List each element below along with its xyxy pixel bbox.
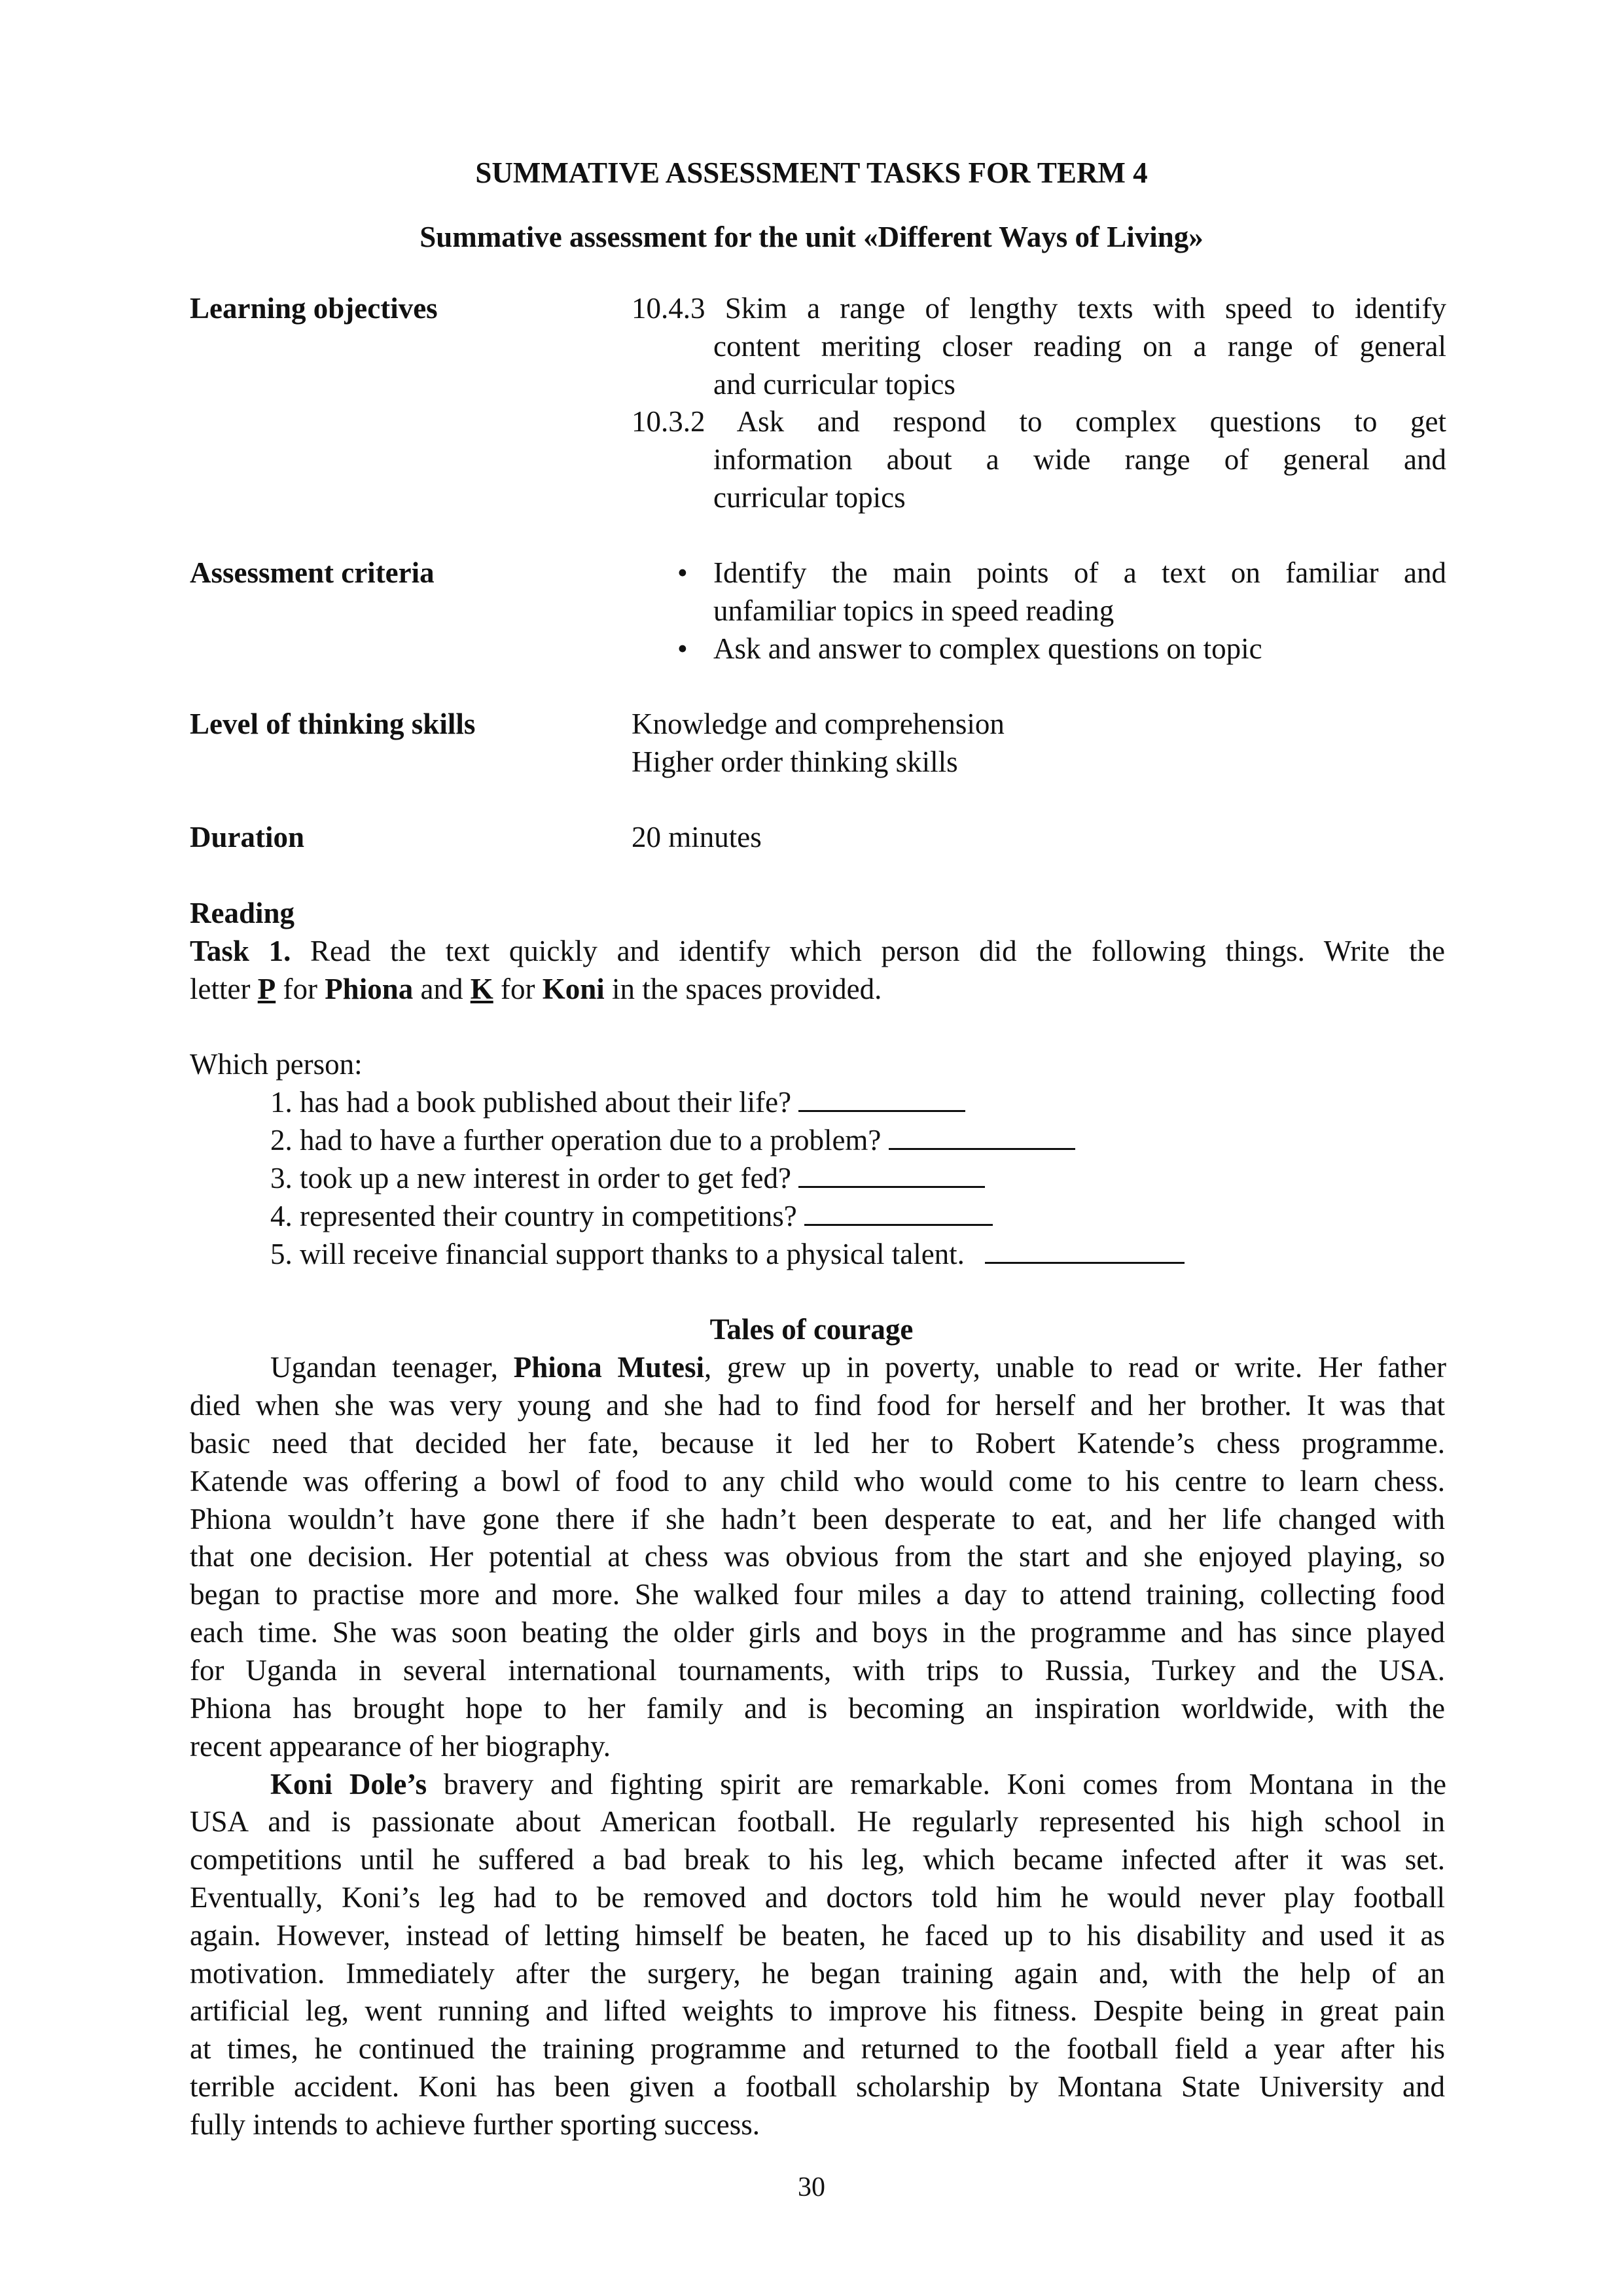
question-2: 2. had to have a further operation due to a problem? xyxy=(270,1123,1075,1157)
criterion-1-line-2: unfamiliar topics in speed reading xyxy=(713,594,1115,627)
question-1: 1. has had a book published about their life? xyxy=(270,1085,965,1119)
story-p2-line: competitions until he suffered a bad break to his leg, which became infected after it was set. xyxy=(190,1843,1445,1876)
objective-1-line-1: 10.4.3 Skim a range of lengthy texts with speed to identify xyxy=(632,292,1446,325)
bullet-icon: • xyxy=(677,632,688,665)
assessment-criteria-label: Assessment criteria xyxy=(190,556,435,589)
thinking-skills-label: Level of thinking skills xyxy=(190,708,476,740)
which-person-label: Which person: xyxy=(190,1048,363,1081)
story-p2-line: Eventually, Koni’s leg had to be removed and doctors told him he would never play football xyxy=(190,1881,1445,1914)
question-3: 3. took up a new interest in order to get fed? xyxy=(270,1161,985,1195)
objective-1-line-2: content meriting closer reading on a range of general xyxy=(713,330,1446,363)
thinking-skill-2: Higher order thinking skills xyxy=(632,745,958,778)
story-p1-line: recent appearance of her biography. xyxy=(190,1730,611,1763)
story-p2-line: terrible accident. Koni has been given a football scholarship by Montana State University and xyxy=(190,2070,1445,2103)
unit-subtitle: Summative assessment for the unit «Different Ways of Living» xyxy=(419,221,1204,253)
objective-1-line-3: and curricular topics xyxy=(713,368,955,401)
page-number: 30 xyxy=(798,2172,825,2202)
story-p1-line-1: Ugandan teenager, Phiona Mutesi, grew up in poverty, unable to read or write. Her father xyxy=(270,1351,1446,1384)
story-p2-line: motivation. Immediately after the surgery, he began training again and, with the help of an xyxy=(190,1957,1445,1990)
story-p2-line: at times, he continued the training programme and returned to the football field a year after his xyxy=(190,2032,1445,2065)
letter-k: K xyxy=(470,973,493,1005)
story-p2-line: fully intends to achieve further sporting success. xyxy=(190,2108,760,2141)
story-p2-line: artificial leg, went running and lifted weights to improve his fitness. Despite being in great pain xyxy=(190,1994,1445,2027)
question-5: 5. will receive financial support thanks to a physical talent. xyxy=(270,1237,1185,1271)
story-p1-line: died when she was very young and she had to find food for herself and her brother. It was that xyxy=(190,1389,1445,1422)
objective-2-line-3: curricular topics xyxy=(713,481,906,514)
name-phiona: Phiona xyxy=(325,973,414,1005)
bullet-icon: • xyxy=(677,556,688,589)
story-p1-line: basic need that decided her fate, because it led her to Robert Katende’s chess programme. xyxy=(190,1427,1445,1460)
duration-label: Duration xyxy=(190,821,305,853)
task-instruction-line-1: Task 1. Read the text quickly and identify which person did the following things. Write the xyxy=(190,935,1445,967)
task-instruction-line-2: letter P for Phiona and K for Koni in the spaces provided. xyxy=(190,973,882,1005)
story-p1-line: began to practise more and more. She walked four miles a day to attend training, collecting food xyxy=(190,1578,1445,1611)
story-p2-line: again. However, instead of letting himself be beaten, he faced up to his disability and used it as xyxy=(190,1919,1445,1952)
name-koni: Koni xyxy=(542,973,605,1005)
answer-blank-5[interactable] xyxy=(985,1238,1185,1264)
name-phiona-mutesi: Phiona Mutesi xyxy=(513,1351,704,1384)
answer-blank-1[interactable] xyxy=(798,1086,965,1112)
reading-heading: Reading xyxy=(190,897,295,929)
criterion-2-line-1: Ask and answer to complex questions on topic xyxy=(713,632,1262,665)
story-p1-line: Phiona wouldn’t have gone there if she hadn’t been desperate to eat, and her life changed with xyxy=(190,1503,1445,1535)
story-p2-line: USA and is passionate about American football. He regularly represented his high school in xyxy=(190,1805,1445,1838)
learning-objectives-label: Learning objectives xyxy=(190,292,438,325)
story-p1-line: each time. She was soon beating the older girls and boys in the programme and has since played xyxy=(190,1616,1445,1649)
story-p1-line: Phiona has brought hope to her family and is becoming an inspiration worldwide, with the xyxy=(190,1692,1445,1725)
letter-p: P xyxy=(257,973,276,1005)
name-koni-dole: Koni Dole’s xyxy=(270,1768,427,1801)
objective-2-line-2: information about a wide range of general and xyxy=(713,443,1446,476)
answer-blank-3[interactable] xyxy=(798,1162,985,1188)
task-label: Task 1. xyxy=(190,935,291,967)
objective-2-line-1: 10.3.2 Ask and respond to complex questions to get xyxy=(632,405,1446,438)
story-p1-line: for Uganda in several international tournaments, with trips to Russia, Turkey and the USA. xyxy=(190,1654,1445,1687)
answer-blank-2[interactable] xyxy=(889,1124,1075,1150)
question-4: 4. represented their country in competitions? xyxy=(270,1199,993,1233)
thinking-skill-1: Knowledge and comprehension xyxy=(632,708,1005,740)
story-p1-line: Katende was offering a bowl of food to any child who would come to his centre to learn chess. xyxy=(190,1465,1445,1498)
story-p1-line: that one decision. Her potential at chess was obvious from the start and she enjoyed playing, so xyxy=(190,1540,1445,1573)
answer-blank-4[interactable] xyxy=(804,1200,993,1226)
story-p2-line-1: Koni Dole’s bravery and fighting spirit are remarkable. Koni comes from Montana in the xyxy=(270,1768,1446,1801)
duration-value: 20 minutes xyxy=(632,821,762,853)
page-title: SUMMATIVE ASSESSMENT TASKS FOR TERM 4 xyxy=(475,156,1148,189)
criterion-1-line-1: Identify the main points of a text on familiar and xyxy=(713,556,1446,589)
story-title: Tales of courage xyxy=(709,1313,914,1346)
